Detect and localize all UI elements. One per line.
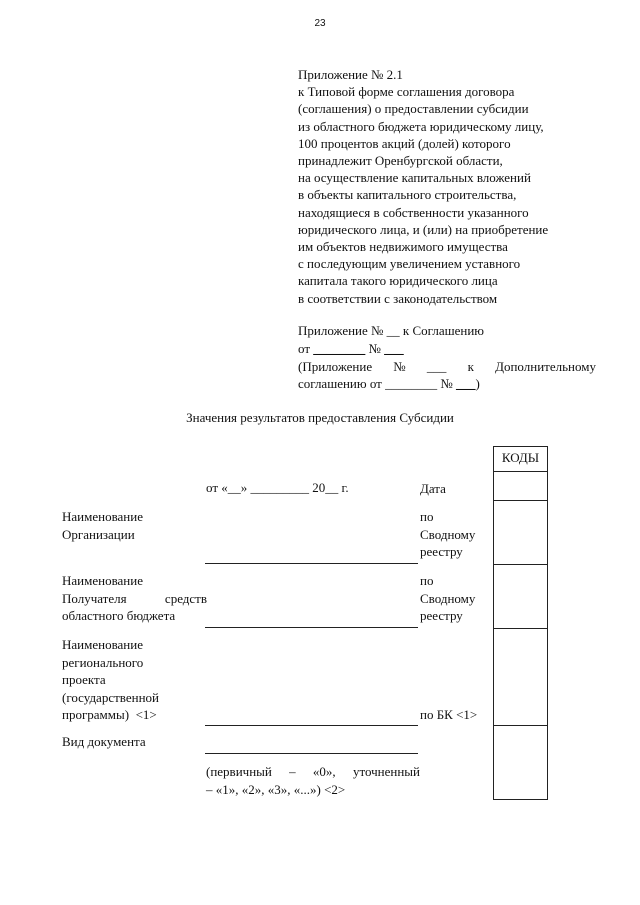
agreement-ref-line4-prefix: соглашению от ________ №: [298, 376, 457, 392]
project-label-line: (государственной: [62, 689, 159, 705]
appendix-line: Приложение № 2.1: [298, 67, 403, 82]
recipient-register-label: [420, 572, 495, 625]
codes-header: КОДЫ: [501, 450, 540, 465]
agreement-ref-line4-suffix: ): [475, 376, 480, 392]
register-line: реестру: [420, 608, 463, 623]
codes-divider: [494, 564, 547, 565]
org-register-label: [420, 508, 495, 561]
doctype-note-line2: – «1», «2», «3», «...») <2>: [206, 781, 346, 797]
register-line: реестру: [420, 544, 463, 559]
codes-divider: [494, 628, 547, 629]
project-label-line: программы) <1>: [62, 707, 157, 722]
doctype-note-word: уточненный: [352, 764, 420, 779]
doctype-label: Вид документа: [62, 734, 146, 749]
agreement-ref-word: №: [393, 358, 406, 374]
register-line: по: [420, 509, 434, 524]
project-label-line: проекта: [62, 672, 106, 687]
recipient-label-line: [62, 590, 207, 608]
appendix-line: в объекты капитального строительства,: [298, 187, 517, 203]
agreement-ref-word: (Приложение: [298, 358, 373, 374]
appendix-line: на осуществление капитальных вложений: [298, 170, 531, 186]
appendix-line: в соответствии с законодательством: [298, 290, 498, 306]
project-label-line: регионального: [62, 654, 144, 670]
doctype-note-word: (первичный: [206, 764, 272, 779]
doctype-note-line1: [206, 763, 420, 781]
recipient-label-line: областного бюджета: [62, 608, 176, 623]
project-name-underline: [205, 725, 418, 726]
register-line: Сводному: [420, 590, 476, 606]
document-title: Значения результатов предоставления Субсидии: [186, 410, 454, 425]
appendix-line: 100 процентов акций (долей) которого: [298, 135, 511, 151]
agreement-ref-line1: Приложение № __ к Соглашению: [298, 323, 484, 338]
agreement-ref-word: Дополнительному: [495, 358, 596, 374]
recipient-label-line: Наименование: [62, 573, 143, 588]
org-name-underline: [205, 563, 418, 564]
agreement-reference: [298, 322, 596, 393]
doctype-note: [206, 763, 420, 798]
project-bk-label: по БК <1>: [420, 707, 478, 722]
appendix-line: им объектов недвижимого имущества: [298, 239, 508, 255]
project-label-line: Наименование: [62, 637, 143, 652]
recipient-label-word: Получателя: [62, 590, 127, 606]
agreement-ref-mid: №: [365, 340, 385, 356]
supplement-number-blank: ___: [456, 376, 476, 392]
org-label-line: Организации: [62, 526, 135, 542]
codes-divider: [494, 725, 547, 726]
agreement-date-blank: ________: [313, 340, 366, 356]
codes-divider: [494, 471, 547, 472]
doctype-note-word: «0»,: [312, 764, 336, 779]
agreement-number-blank: ___: [384, 340, 404, 356]
appendix-line: к Типовой форме соглашения договора: [298, 84, 515, 100]
appendix-line: (соглашения) о предоставлении субсидии: [298, 101, 529, 117]
org-label-line: Наименование: [62, 509, 143, 524]
appendix-line: капитала такого юридического лица: [298, 273, 498, 289]
date-label: Дата: [420, 481, 446, 496]
page-number: 23: [314, 18, 326, 29]
org-label: [62, 508, 207, 543]
doctype-underline: [205, 753, 418, 754]
codes-table: [493, 446, 548, 800]
appendix-line: принадлежит Оренбургской области,: [298, 153, 503, 169]
doctype-note-word: –: [289, 764, 296, 779]
codes-divider: [494, 500, 547, 501]
register-line: Сводному: [420, 526, 476, 542]
agreement-ref-line2: [298, 340, 596, 358]
appendix-line: из областного бюджета юридическому лицу,: [298, 118, 544, 134]
form-date-line: от «__» _________ 20__ г.: [206, 480, 349, 495]
recipient-label: [62, 572, 207, 625]
agreement-ref-word: ___: [426, 358, 447, 374]
project-label: [62, 636, 207, 724]
recipient-label-word: средств: [164, 590, 207, 606]
appendix-line: находящиеся в собственности указанного: [298, 204, 529, 220]
agreement-ref-line3: [298, 358, 596, 376]
register-line: по: [420, 573, 434, 588]
agreement-ref-prefix: от: [298, 340, 314, 356]
recipient-name-underline: [205, 627, 418, 628]
appendix-line: с последующим увеличением уставного: [298, 256, 521, 272]
agreement-ref-line4: [298, 375, 596, 393]
agreement-ref-word: к: [467, 358, 474, 374]
appendix-line: юридического лица, и (или) на приобретение: [298, 221, 549, 237]
appendix-header: [298, 66, 598, 307]
